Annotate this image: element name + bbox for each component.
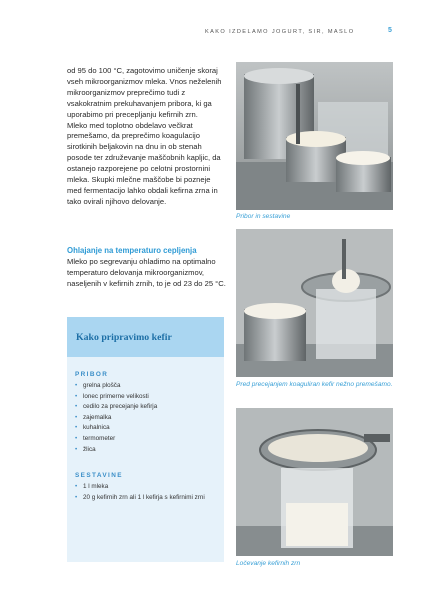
list-item: • 1 l mleka xyxy=(75,482,220,493)
section-heading: Ohlajanje na temperaturo cepljenja xyxy=(67,246,197,255)
straining-photo-image xyxy=(236,408,393,556)
list-item: • zajemalka xyxy=(75,413,220,424)
recipe-box-title: Kako pripravimo kefir xyxy=(76,332,172,343)
equipment-photo-image xyxy=(236,62,393,210)
running-title: KAKO IZDELAMO JOGURT, SIR, MASLO xyxy=(205,29,355,35)
section-text: Mleko po segrevanju ohladimo na optimalno temperaturo delovanja mikroorganizmov, naseljenih v kefirnih zrnih, to je od 23 do 25 °C. xyxy=(67,257,226,288)
body-paragraph: od 95 do 100 °C, zagotovimo uničenje skoraj vseh mikroorganizmov mleka. Vnos neželenih mikroorganizmov preprečimo tudi z vsakokratnim prekuhavanjem pribora, ki ga uporabimo pri precepljanju kefirnih zrn. xyxy=(67,66,222,119)
list-item: • kuhalnica xyxy=(75,423,220,434)
list-item: • cedilo za precejanje kefirja xyxy=(75,402,220,413)
body-paragraph: Mleko med toplotno obdelavo večkrat premešamo, da preprečimo koagulacijo sirotkinih beljakovin na dnu in ob stenah posode ter združevanje maščobnih kapljic, da ostanejo razporejene po celotni prostornini mleka. Skupki mlečne maščobe bi pozneje med fermentacijo lahko obdali kefirna zrna in tako ovirali njihovo delovanje. xyxy=(67,120,221,206)
photo-caption: Ločevanje kefirnih zrn xyxy=(236,560,301,567)
photo-straining xyxy=(236,408,393,556)
body-text xyxy=(67,66,227,208)
photo-caption: Pred precejanjem koaguliran kefir nežno premešamo. xyxy=(236,381,393,388)
recipe-box-body xyxy=(67,357,224,562)
stirring-photo-image xyxy=(236,229,393,377)
equipment-list xyxy=(75,381,220,455)
photo-caption: Pribor in sestavine xyxy=(236,213,291,220)
list-item: • grelna plošča xyxy=(75,381,220,392)
list-item: • termometer xyxy=(75,434,220,445)
page-number: 5 xyxy=(388,27,392,34)
recipe-box-header xyxy=(67,317,224,357)
photo-stirring xyxy=(236,229,393,377)
photo-equipment xyxy=(236,62,393,210)
ingredients-list xyxy=(75,482,220,503)
list-item: • lonec primerne velikosti xyxy=(75,392,220,403)
equipment-title: PRIBOR xyxy=(75,371,109,378)
list-item: • žlica xyxy=(75,445,220,456)
list-item: • 20 g kefirnih zrn ali 1 l kefirja s kefirnimi zrni xyxy=(75,493,220,503)
ingredients-title: SESTAVINE xyxy=(75,472,123,479)
